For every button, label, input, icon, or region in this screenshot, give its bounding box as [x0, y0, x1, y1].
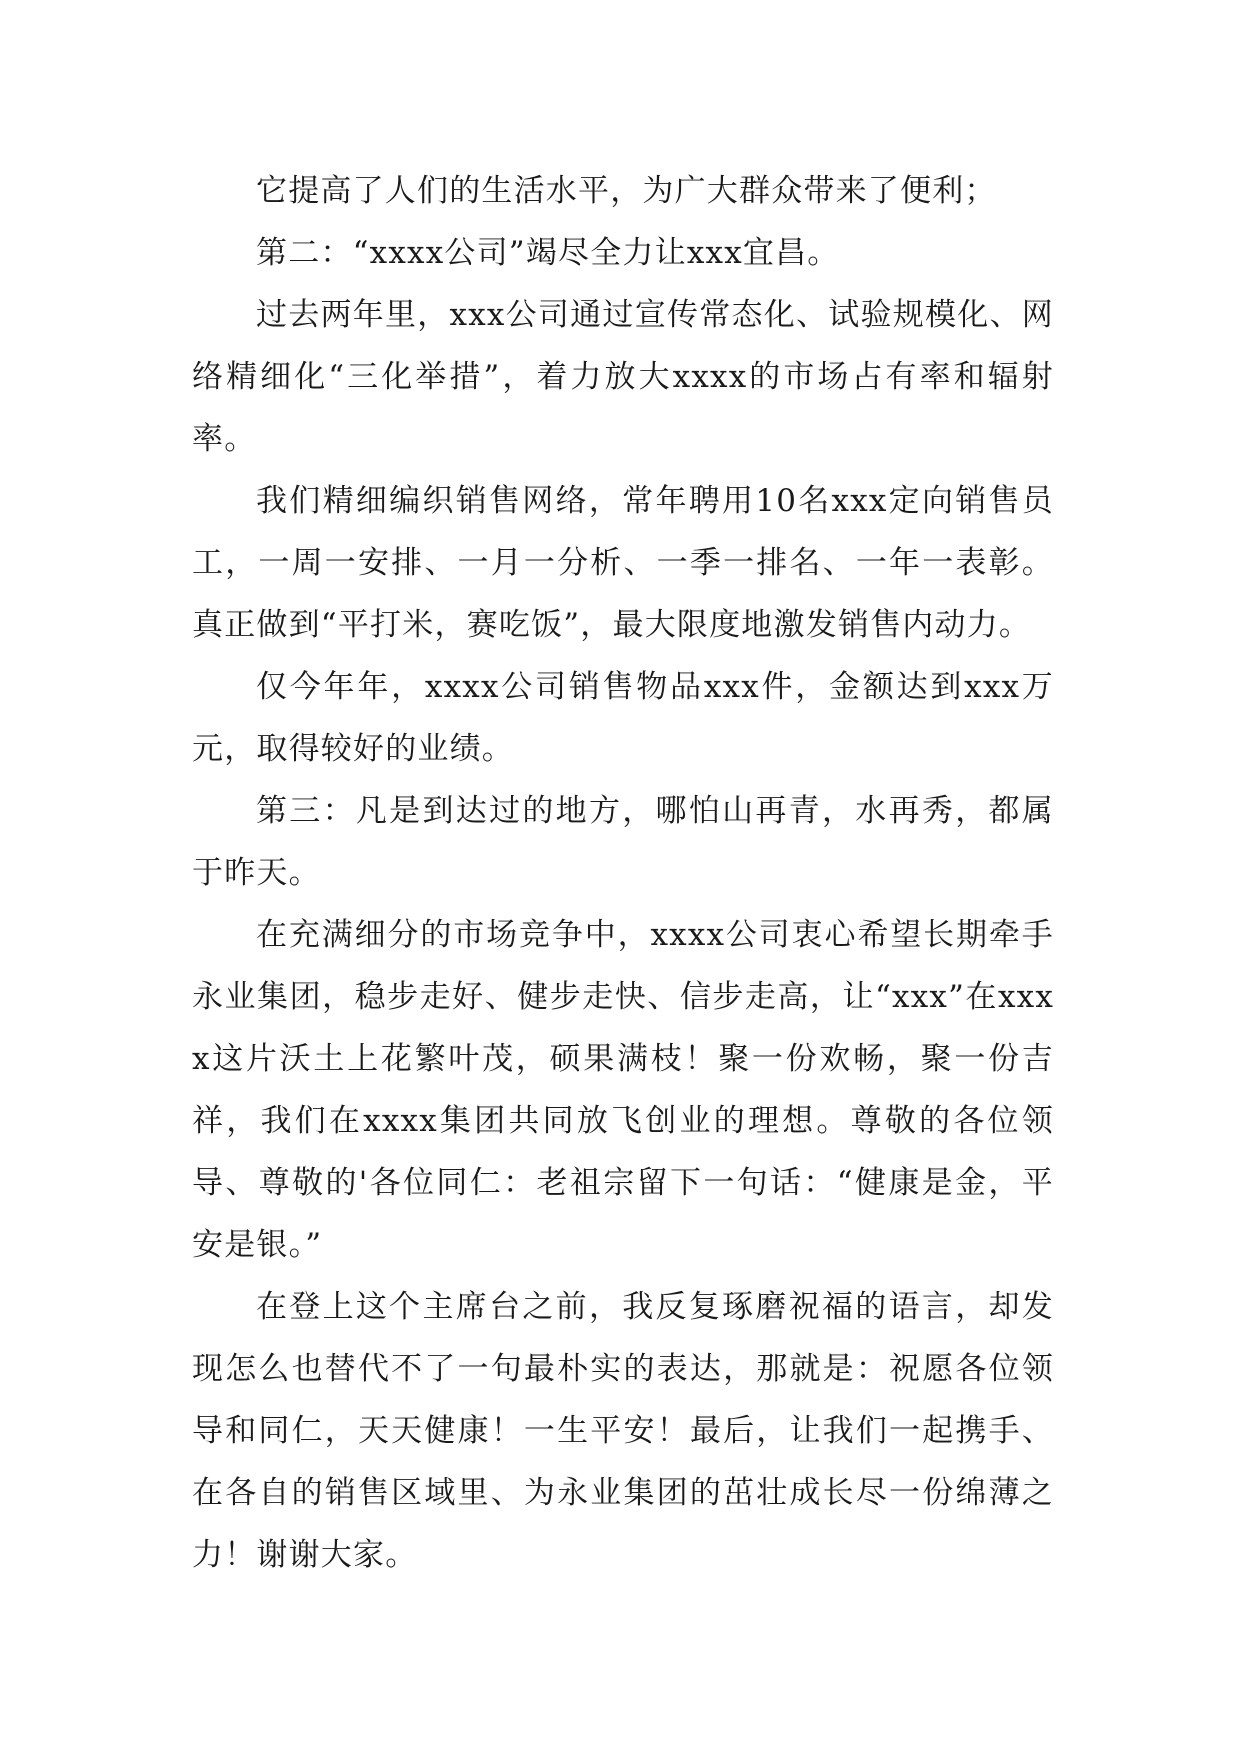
paragraph-6: 第三：凡是到达过的地方，哪怕山再青，水再秀，都属于昨天。: [192, 793, 1054, 891]
document-body: [192, 160, 1054, 1586]
paragraph-5: 仅今年年，xxxx公司销售物品xxx件，金额达到xxx万元，取得较好的业绩。: [192, 669, 1054, 767]
paragraph-1: 它提高了人们的生活水平，为广大群众带来了便利；: [256, 173, 997, 209]
paragraph-4: 我们精细编织销售网络，常年聘用10名xxx定向销售员工，一周一安排、一月一分析、一季一排名、一年一表彰。真正做到“平打米，赛吃饭”，最大限度地激发销售内动力。: [192, 483, 1054, 643]
paragraph-8: 在登上这个主席台之前，我反复琢磨祝福的语言，却发现怎么也替代不了一句最朴实的表达，那就是：祝愿各位领导和同仁，天天健康！一生平安！最后，让我们一起携手、在各自的销售区域里、为永业集团的茁壮成长尽一份绵薄之力！谢谢大家。: [192, 1289, 1054, 1573]
paragraph-3: 过去两年里，xxx公司通过宣传常态化、试验规模化、网络精细化“三化举措”，着力放大xxxx的市场占有率和辐射率。: [192, 297, 1054, 457]
paragraph-2: 第二：“xxxx公司”竭尽全力让xxx宜昌。: [256, 235, 840, 271]
paragraph-7: 在充满细分的市场竞争中，xxxx公司衷心希望长期牵手永业集团，稳步走好、健步走快、信步走高，让“xxx”在xxxx这片沃土上花繁叶茂，硕果满枝！聚一份欢畅，聚一份吉祥，我们在xxxx集团共同放飞创业的理想。尊敬的各位领导、尊敬的'各位同仁：老祖宗留下一句话：“健康是金，平安是银。”: [192, 917, 1054, 1263]
